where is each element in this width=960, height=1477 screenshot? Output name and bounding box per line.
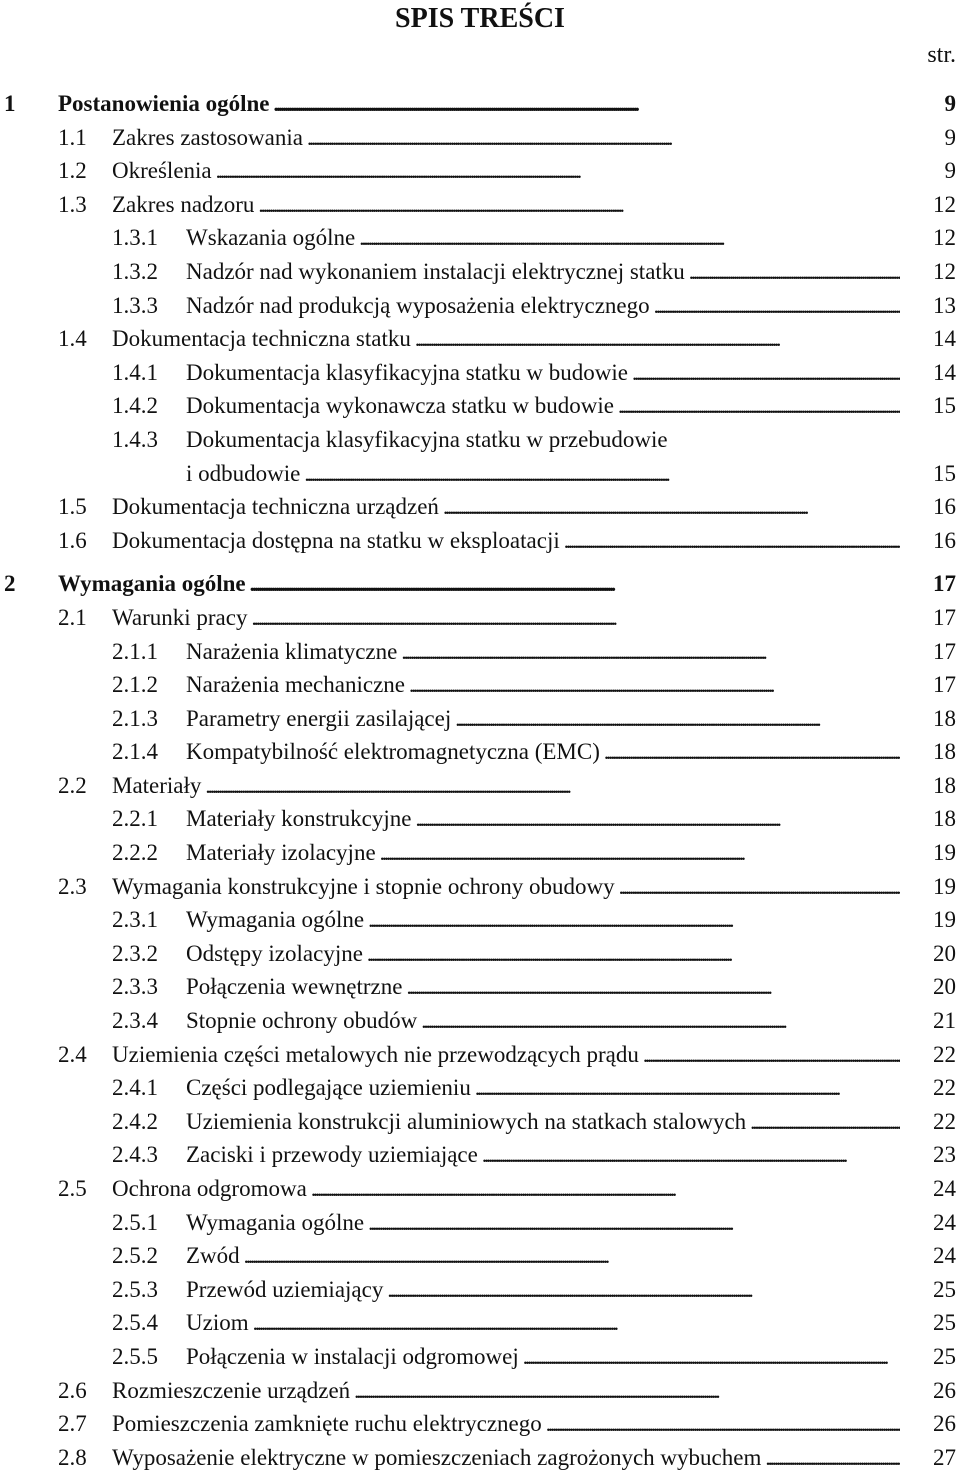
toc-entry[interactable]	[0, 221, 960, 255]
toc-entry-title	[112, 1038, 900, 1073]
toc-entry-label: Warunki pracy	[112, 604, 248, 630]
toc-entry-page: 12	[933, 258, 956, 284]
toc-entry-title	[186, 836, 900, 871]
dot-leader	[619, 874, 900, 899]
toc-entry-page: 12	[933, 191, 956, 217]
toc-entry-number: 1.5	[58, 494, 87, 520]
dot-leader	[401, 639, 763, 664]
toc-entry-number: 2.5.5	[112, 1343, 158, 1369]
toc-entry-page: 19	[933, 873, 956, 899]
toc-entry-number: 2.1.2	[112, 672, 158, 698]
toc-entry[interactable]	[0, 870, 960, 904]
dot-leader	[546, 1411, 900, 1436]
toc-entry-number: 1.4.2	[112, 393, 158, 419]
toc-entry-title	[112, 1374, 900, 1409]
toc-entry-label: Części podlegające uziemieniu	[186, 1075, 471, 1101]
toc-entry[interactable]	[0, 769, 960, 803]
toc-entry-number: 2	[4, 571, 16, 597]
toc-entry-page: 20	[933, 974, 956, 1000]
toc-entry-label: Uziemienia konstrukcji aluminiowych na statkach stalowych	[186, 1108, 747, 1134]
toc-entry-number: 1.4.1	[112, 359, 158, 385]
toc-entry-number: 2.3.4	[112, 1008, 158, 1034]
toc-entry[interactable]	[0, 1138, 960, 1172]
toc-entry-title	[186, 735, 900, 770]
toc-entry[interactable]	[0, 490, 960, 524]
toc-entry-page: 17	[933, 638, 956, 664]
toc-entry-label: Dokumentacja klasyfikacyjna statku w budowie	[186, 359, 628, 385]
toc-entry-title	[112, 870, 900, 905]
toc-entry-label: Wymagania konstrukcyjne i stopnie ochrony obudowy	[112, 873, 615, 899]
toc-entry-page: 24	[933, 1243, 956, 1269]
toc-entry-label: Uziom	[186, 1310, 249, 1336]
dot-leader	[406, 974, 768, 999]
toc-entry-page: 24	[933, 1176, 956, 1201]
toc-entry-title	[186, 1273, 900, 1308]
toc-entry-number: 2.2.2	[112, 840, 158, 866]
toc-entry[interactable]	[0, 970, 960, 1004]
toc-entry-title	[186, 1306, 900, 1341]
toc-entry-title	[112, 1172, 900, 1207]
dot-leader	[216, 158, 578, 183]
toc-entry-label: Dokumentacja techniczna statku	[112, 326, 411, 352]
toc-entry[interactable]	[0, 389, 960, 423]
toc-entry-title	[186, 221, 900, 256]
toc-entry-title	[186, 255, 900, 290]
toc-entry-label: Kompatybilność elektromagnetyczna (EMC)	[186, 739, 600, 765]
toc-entry[interactable]	[0, 735, 960, 769]
toc-entry-number: 2.2	[58, 772, 87, 798]
toc-entry-title	[186, 702, 900, 737]
toc-entry-page: 20	[933, 940, 956, 966]
dot-leader	[307, 125, 669, 150]
dot-leader	[475, 1075, 837, 1100]
toc-entry-title	[112, 490, 900, 525]
toc-entry-title	[112, 1407, 900, 1442]
toc-entry-number: 2.5.4	[112, 1310, 158, 1336]
toc-entry-page: 26	[933, 1377, 956, 1403]
toc-entry-page: 17	[933, 672, 956, 698]
toc-entry-number: 2.5.2	[112, 1243, 158, 1269]
toc-entry[interactable]	[0, 1441, 960, 1475]
toc-entry-title	[58, 87, 900, 122]
toc-entry-label: Parametry energii zasilającej	[186, 705, 452, 731]
toc-entry-page: 18	[933, 739, 956, 765]
toc-entry[interactable]	[0, 1172, 960, 1206]
table-of-contents	[0, 87, 960, 1474]
toc-entry-number: 2.4	[58, 1041, 87, 1067]
toc-entry-page: 27	[933, 1444, 956, 1470]
toc-entry-number: 1.4.3	[112, 426, 158, 452]
toc-entry-label: Zakres nadzoru	[112, 191, 255, 217]
toc-entry-label: Połączenia w instalacji odgromowej	[186, 1343, 519, 1369]
toc-entry-label: Ochrona odgromowa	[112, 1176, 307, 1201]
toc-entry[interactable]	[0, 836, 960, 870]
dot-leader	[564, 528, 900, 553]
dot-leader	[415, 806, 777, 831]
toc-entry-title	[186, 1340, 900, 1375]
toc-entry-page: 19	[933, 907, 956, 933]
toc-entry-page: 21	[933, 1008, 956, 1034]
toc-entry-title	[112, 601, 900, 636]
toc-entry[interactable]	[0, 903, 960, 937]
toc-entry-label: Wyposażenie elektryczne w pomieszczeniach zagrożonych wybuchem	[112, 1444, 762, 1470]
toc-entry-title	[186, 1206, 900, 1241]
toc-entry-number: 2.2.1	[112, 806, 158, 832]
toc-entry-label: Rozmieszczenie urządzeń	[112, 1377, 351, 1403]
toc-entry[interactable]	[0, 1374, 960, 1408]
toc-entry-label: Zaciski i przewody uziemiające	[186, 1142, 478, 1168]
dot-leader	[455, 706, 817, 731]
toc-entry[interactable]	[0, 188, 960, 222]
toc-entry-page: 23	[933, 1142, 956, 1168]
toc-entry-number: 2.3	[58, 873, 87, 899]
toc-entry-label: Połączenia wewnętrzne	[186, 974, 403, 1000]
dot-leader	[643, 1042, 900, 1067]
toc-entry-label: Materiały konstrukcyjne	[186, 806, 412, 832]
dot-leader	[654, 293, 900, 318]
dot-leader	[244, 1243, 606, 1268]
dot-leader	[482, 1142, 844, 1167]
toc-entry-title	[112, 154, 900, 189]
dot-leader	[251, 605, 613, 630]
toc-entry-title	[186, 802, 900, 837]
toc-entry-title	[112, 1441, 900, 1476]
toc-entry-page: 25	[933, 1343, 956, 1369]
toc-entry-page: 16	[933, 527, 956, 553]
toc-entry[interactable]	[0, 1105, 960, 1139]
toc-entry[interactable]	[0, 1306, 960, 1340]
toc-entry-title	[186, 937, 900, 972]
toc-entry-title	[186, 1071, 900, 1106]
toc-entry-page: 18	[933, 772, 956, 798]
toc-entry[interactable]	[0, 1273, 960, 1307]
page-title: SPIS TREŚCI	[395, 3, 565, 34]
toc-entry-page: 26	[933, 1411, 956, 1437]
toc-entry-page: 15	[933, 460, 956, 486]
toc-entry[interactable]	[0, 567, 960, 601]
toc-entry-page: 17	[933, 571, 956, 597]
dot-leader	[359, 225, 721, 250]
toc-entry-page: 25	[933, 1310, 956, 1336]
dot-leader	[409, 672, 771, 697]
toc-entry-title	[186, 389, 900, 424]
toc-entry-label: Dokumentacja wykonawcza statku w budowie	[186, 393, 614, 419]
toc-entry[interactable]	[0, 289, 960, 323]
toc-entry-page: 9	[944, 91, 956, 116]
toc-entry-page: 19	[933, 840, 956, 866]
toc-entry-number: 2.5.1	[112, 1209, 158, 1235]
toc-entry-title	[186, 457, 900, 492]
toc-entry-number: 1.3.3	[112, 292, 158, 318]
toc-entry-title	[186, 289, 900, 324]
toc-entry-label: Dokumentacja klasyfikacyjna statku w przebudowie	[186, 426, 668, 452]
toc-entry-label: Dokumentacja techniczna urządzeń	[112, 494, 439, 520]
toc-entry-title	[186, 1239, 900, 1274]
dot-leader	[632, 360, 900, 385]
toc-entry-title	[186, 423, 900, 457]
dot-leader	[250, 571, 612, 596]
toc-entry-number: 1.2	[58, 158, 87, 184]
dot-leader	[205, 773, 567, 798]
toc-entry-page: 25	[933, 1276, 956, 1302]
toc-entry-number: 2.8	[58, 1444, 87, 1470]
toc-entry-number: 1.4	[58, 326, 87, 352]
toc-entry-page: 14	[933, 326, 956, 352]
toc-entry-number: 2.1.4	[112, 739, 158, 765]
toc-entry-page: 24	[933, 1209, 956, 1235]
toc-entry-number: 2.5.3	[112, 1276, 158, 1302]
toc-entry-page: 13	[933, 292, 956, 318]
toc-entry[interactable]	[0, 1239, 960, 1273]
toc-entry-page: 9	[944, 158, 956, 184]
toc-entry-title	[112, 524, 900, 559]
toc-entry[interactable]	[0, 87, 960, 121]
toc-entry[interactable]	[0, 121, 960, 155]
toc-entry-title	[186, 635, 900, 670]
toc-entry-title	[186, 903, 900, 938]
page-column-label: str.	[927, 42, 956, 68]
toc-entry-title	[112, 322, 900, 357]
toc-entry-title	[186, 1138, 900, 1173]
toc-entry-title	[186, 1004, 900, 1039]
toc-entry-page: 12	[933, 225, 956, 251]
toc-entry[interactable]	[0, 423, 960, 457]
dot-leader	[443, 494, 805, 519]
toc-entry[interactable]	[0, 1340, 960, 1374]
toc-entry-label: Dokumentacja dostępna na statku w eksploatacji	[112, 527, 560, 553]
toc-entry-title	[112, 769, 900, 804]
dot-leader	[421, 1008, 783, 1033]
toc-entry-number: 2.1.3	[112, 705, 158, 731]
toc-entry-page: 22	[933, 1041, 956, 1067]
toc-entry-number: 1.1	[58, 124, 87, 150]
toc-entry-label: Stopnie ochrony obudów	[186, 1008, 418, 1034]
toc-entry-page: 9	[944, 124, 956, 150]
toc-entry-label: Wymagania ogólne	[186, 907, 365, 933]
dot-leader	[380, 840, 742, 865]
toc-entry-label: i odbudowie	[186, 460, 301, 486]
toc-entry[interactable]	[0, 1206, 960, 1240]
toc-entry[interactable]	[0, 1038, 960, 1072]
toc-entry[interactable]	[0, 1407, 960, 1441]
toc-entry-label: Wymagania ogólne	[186, 1209, 365, 1235]
toc-entry-title	[112, 188, 900, 223]
toc-entry-page: 15	[933, 393, 956, 419]
toc-entry-number: 1.3.1	[112, 225, 158, 251]
toc-entry-number: 1.3	[58, 191, 87, 217]
toc-entry-label: Wskazania ogólne	[186, 225, 356, 251]
toc-entry-title	[112, 121, 900, 156]
dot-leader	[367, 941, 729, 966]
dot-leader	[604, 739, 900, 764]
toc-entry-label: Określenia	[112, 158, 212, 184]
toc-entry-title	[186, 1105, 900, 1140]
toc-entry-label: Postanowienia ogólne	[58, 91, 270, 116]
toc-entry-label: Narażenia mechaniczne	[186, 672, 405, 698]
dot-leader	[354, 1378, 716, 1403]
toc-entry[interactable]	[0, 524, 960, 558]
toc-entry[interactable]	[0, 322, 960, 356]
toc-entry-number: 2.7	[58, 1411, 87, 1437]
toc-entry-label: Zwód	[186, 1243, 240, 1269]
toc-entry-number: 2.6	[58, 1377, 87, 1403]
toc-entry-label: Przewód uziemiający	[186, 1276, 384, 1302]
dot-leader	[618, 393, 900, 418]
toc-entry[interactable]	[0, 154, 960, 188]
toc-entry-page: 18	[933, 705, 956, 731]
toc-entry-label: Nadzór nad wykonaniem instalacji elektrycznej statku	[186, 258, 685, 284]
toc-entry-label: Materiały izolacyjne	[186, 840, 376, 866]
toc-entry-number: 2.1.1	[112, 638, 158, 664]
dot-leader	[253, 1310, 615, 1335]
toc-entry[interactable]	[0, 1071, 960, 1105]
toc-entry-title	[186, 970, 900, 1005]
toc-entry-number: 1.6	[58, 527, 87, 553]
dot-leader	[311, 1176, 673, 1201]
toc-entry[interactable]	[0, 601, 960, 635]
dot-leader	[765, 1445, 900, 1470]
toc-entry-number: 2.3.3	[112, 974, 158, 1000]
dot-leader	[368, 907, 730, 932]
toc-entry[interactable]	[0, 635, 960, 669]
toc-entry-label: Uziemienia części metalowych nie przewodzących prądu	[112, 1041, 639, 1067]
toc-entry-page: 22	[933, 1075, 956, 1101]
toc-entry[interactable]	[0, 937, 960, 971]
dot-leader	[415, 326, 777, 351]
toc-entry-title	[186, 356, 900, 391]
dot-leader	[273, 91, 635, 116]
toc-entry-page: 17	[933, 604, 956, 630]
toc-entry-number: 2.4.2	[112, 1108, 158, 1134]
toc-entry-number: 1.3.2	[112, 258, 158, 284]
toc-entry-number: 2.4.3	[112, 1142, 158, 1168]
toc-entry-title	[58, 567, 900, 602]
toc-entry[interactable]	[0, 702, 960, 736]
dot-leader	[387, 1277, 749, 1302]
toc-entry-page: 22	[933, 1108, 956, 1134]
toc-entry-label: Materiały	[112, 772, 202, 798]
toc-entry[interactable]	[0, 1004, 960, 1038]
dot-leader	[689, 259, 900, 284]
toc-entry-number: 2.5	[58, 1176, 87, 1201]
dot-leader	[750, 1109, 900, 1134]
toc-entry-number: 1	[4, 91, 16, 116]
toc-entry-number: 2.3.2	[112, 940, 158, 966]
toc-entry-number: 2.3.1	[112, 907, 158, 933]
toc-entry-number: 2.4.1	[112, 1075, 158, 1101]
toc-entry-label: Pomieszczenia zamknięte ruchu elektrycznego	[112, 1411, 542, 1437]
toc-entry-label: Nadzór nad produkcją wyposażenia elektrycznego	[186, 292, 650, 318]
toc-entry-number: 2.1	[58, 604, 87, 630]
toc-entry-label: Odstępy izolacyjne	[186, 940, 363, 966]
toc-entry-page: 14	[933, 359, 956, 385]
dot-leader	[258, 192, 620, 217]
toc-entry[interactable]	[0, 356, 960, 390]
toc-entry[interactable]	[0, 457, 960, 491]
toc-entry-label: Wymagania ogólne	[58, 571, 246, 597]
toc-entry[interactable]	[0, 255, 960, 289]
dot-leader	[523, 1344, 885, 1369]
toc-entry-page: 16	[933, 494, 956, 520]
toc-entry-label: Narażenia klimatyczne	[186, 638, 398, 664]
toc-entry[interactable]	[0, 802, 960, 836]
toc-entry[interactable]	[0, 668, 960, 702]
toc-entry-label: Zakres zastosowania	[112, 124, 303, 150]
toc-entry-title	[186, 668, 900, 703]
dot-leader	[304, 461, 666, 486]
dot-leader	[368, 1210, 730, 1235]
toc-entry-page: 18	[933, 806, 956, 832]
